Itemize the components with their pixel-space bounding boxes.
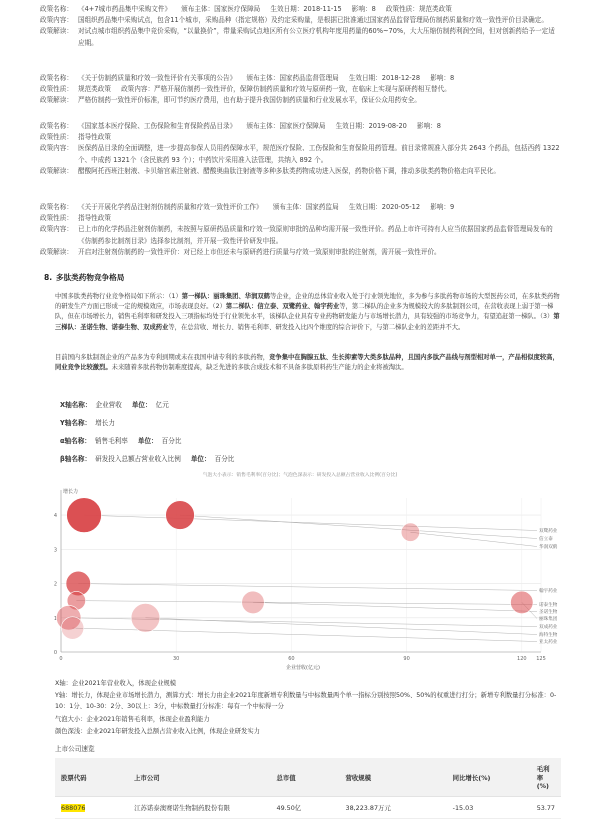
y-tick-label: 1	[53, 615, 57, 622]
bubble-point	[401, 523, 419, 541]
col-header: 毛利率(%)	[531, 758, 561, 797]
x-tick-label: 90	[403, 656, 410, 662]
policy-meta-label: 影响：	[430, 74, 450, 82]
x-tick-label: 120	[517, 656, 527, 662]
tier-one-label: 第一梯队：丽珠集团、华润双鹤	[181, 293, 270, 300]
policy-meta-value: 国家药品监督管理局	[279, 74, 339, 82]
policy-meta-label: 颁布主体：	[246, 74, 280, 82]
bubble-point	[61, 617, 84, 640]
alpha-axis-desc: α轴名称： 销售毛利率 单位： 百分比	[60, 437, 182, 445]
policy-meta-value: 国家医疗保障局	[279, 122, 326, 130]
policy-label: 政策名称：	[40, 5, 73, 13]
bubble-point	[511, 591, 534, 614]
x-tick-label: 0	[59, 656, 63, 662]
bubble-point	[166, 501, 195, 530]
section-number: 8.	[44, 273, 53, 282]
listed-company-table	[55, 758, 561, 819]
policy-meta-value: 规范类政策	[418, 5, 452, 13]
policy-nature: 指导性政策	[78, 214, 111, 223]
policy-meta-value: 2018-11-15	[303, 5, 342, 13]
company-label: 翰宇药业	[539, 589, 558, 594]
policy-title: 《关于仿制药质量和疗效一致性评价有关事项的公告》	[78, 74, 237, 82]
y-tick-label: 3	[53, 547, 57, 554]
note-x: X轴：企业2021年营业收入，体现企业规模	[55, 680, 177, 687]
company-label: 双成药业	[539, 625, 558, 630]
policy-meta-label: 生效日期：	[348, 203, 382, 211]
policy-label: 政策内容：	[40, 225, 73, 234]
col-header: 总市值	[271, 758, 340, 797]
gross-margin: 53.77	[531, 797, 561, 819]
company-label: 华润双鹤	[539, 545, 558, 550]
company-label: 亚太药业	[539, 640, 558, 645]
policy-meta-label: 颁布主体：	[181, 5, 215, 13]
beta-axis-desc: β轴名称： 研发投入总额占营业收入比例 单位： 百分比	[60, 455, 235, 463]
bubble-point	[242, 591, 265, 614]
policy-meta-label: 政策内容：	[121, 85, 155, 94]
tier-three-label: 第三梯队：圣诺生物、诺泰生物、双成药业	[55, 313, 560, 331]
market-paragraph: 目前国内多肽制剂企业的产品多为专利到期或未在我国申请专利的多肽药物，竞争集中在胸腺五肽、生长抑素等大类多肽品种，且国内多肽产品线与剂型相对单一，产品相似度较高，同业竞争比较激烈。未来随着多肽药物仿制难度提高，缺乏先进的多肽合成技术和不具备多肽原料药生产能力的企业将被淘汰。	[55, 354, 559, 372]
policy-meta-value: 国家医疗保障局	[214, 5, 261, 13]
policy-meta-label: 政策性质：	[385, 5, 419, 13]
policy-meta-label: 生效日期：	[335, 122, 369, 130]
policy-label: 政策解读：	[40, 247, 73, 256]
chart-legend: 气泡大小表示：销售毛利率(百分比)；气泡色深表示：研发投入总额占营业收入比例(百分比)	[202, 473, 398, 478]
policy-label: 政策解读：	[40, 96, 73, 105]
policy-meta-label: 影响：	[430, 203, 450, 211]
policy-meta-value: 2019-08-20	[368, 122, 407, 130]
company-label: 圣诺生物	[539, 610, 558, 615]
leader-line	[253, 602, 537, 611]
policy-content: 国组织药品集中采购试点，包含11个城市，采购品种（指定规格）及约定采购量，是根据已批准通过国家药品监督管理局仿制药质量和疗效一致性评价目录确定。	[78, 16, 548, 25]
policy-interpretation: 对试点城市组织药品集中竞价采购，“以量换价”，带量采购试点地区所有公立医疗机构年度用药量的60%~70%，大大压缩仿制药利润空间，但对创新药给予一定适应期。	[78, 27, 555, 47]
policy-meta-label: 颁布主体：	[246, 122, 280, 130]
policy-meta-value: 2020-05-12	[381, 203, 421, 211]
competition-paragraph: 中国多肽类药物行业竞争格局如下所示：（1）第一梯队：丽珠集团、华润双鹤等企业，企业的总体营业收入处于行业领先地位，多为参与多肽药物市场的大型医药公司，在多肽类药物的研发生产方面已形成一定的规模效应，市场表现良好。（2）第二梯队：信立泰、双鹭药业、翰宇药业等，第二梯队的企业多为规模较大的多肽制剂公司，在营收表现上弱于第一梯队，但在市场增长力，销售毛利率和研发投入三项指标均处于行业领先水平，该梯队企业具有专业药物研发能力与市场增长潜力，具有较强的市场竞争力，有望追赶第一梯队。（3）第三梯队：圣诺生物、诺泰生物、双成药业等，在总营收、增长力、销售毛利率、研发投入比四个维度的综合评价下，与第二梯队企业的差距并不大。	[55, 293, 560, 331]
policy-label: 政策名称：	[40, 203, 73, 211]
y-tick-label: 4	[53, 513, 57, 520]
company-label: 海特生物	[539, 633, 558, 638]
market-cap: 49.50亿	[271, 797, 340, 819]
policy-content: 医保药品目录的全面调整，进一步提高参保人员用药保障水平，规范医疗保险、工伤保险和生育保险用药管理。前目录常规准入部分共 2643 个药品，包括西药 1322 个、中成药 1321个（含民族药 93 个）；中药饮片采用准入法管理，共纳入 892 个。	[78, 144, 560, 164]
note-bubble-size: 气泡大小：企业2021年销售毛利率，体现企业盈利能力	[55, 716, 210, 723]
table-header-row	[55, 758, 561, 797]
table-title: 上市公司速览	[55, 745, 95, 753]
policy-label: 政策名称：	[40, 122, 73, 130]
policy-label: 政策性质：	[40, 85, 73, 94]
policy-meta-value: 8	[436, 122, 441, 130]
policy-meta-value: 国家药监局	[305, 203, 339, 211]
y-axis-title: 增长力	[63, 489, 79, 495]
policy-title: 《国家基本医疗保险、工伤保险和生育保险药品目录》	[78, 122, 237, 130]
x-tick-label: 125	[536, 656, 546, 662]
x-axis-title: 企业营收(亿元)	[286, 665, 320, 671]
company-label: 诺泰生物	[539, 603, 558, 608]
y-tick-label: 0	[53, 650, 57, 656]
policy-title: 《4+7城市药品集中采购文件》	[78, 5, 172, 13]
y-axis-desc: Y轴名称： 增长力	[60, 419, 115, 427]
company-label: 双鹭药业	[539, 529, 558, 534]
policy-interpretation: 严格仿制药一致性评价标准，即可节约医疗费用，也有助于提升我国仿制药质量和行业发展水平，保证公众用药安全。	[78, 96, 421, 105]
y-tick-label: 2	[53, 581, 57, 588]
policy-meta-value: 2018-12-28	[381, 74, 421, 82]
policy-meta-label: 影响：	[417, 122, 437, 130]
policy-nature: 规范类政策	[78, 85, 111, 94]
policy-label: 政策名称：	[40, 74, 73, 82]
section-title: 多肽类药物竞争格局	[56, 273, 125, 282]
yoy-growth: -15.03	[447, 797, 531, 819]
tier-two-label: 第二梯队：信立泰、双鹭药业、翰宇药业	[225, 303, 340, 311]
policy-label: 政策性质：	[40, 214, 73, 223]
bubble-point	[131, 603, 160, 632]
bubble-point	[67, 498, 102, 533]
policy-label: 政策解读：	[40, 27, 73, 36]
policy-content: 严格开展仿制药一致性评价，保障仿制药质量和疗效与原研药一致，在临床上实现与原研药相互替代。	[154, 85, 451, 94]
x-tick-label: 30	[173, 656, 180, 662]
policy-meta-label: 颁布主体：	[272, 203, 306, 211]
company-label: 丽珠集团	[539, 617, 558, 622]
policy-interpretation: 醋酸阿托西班注射液、卡贝缩宫素注射液、醋酸奥曲肽注射液等多种多肽类药物成功进入医保，药物价格下调，推动多肽类药物价格走向平民化。	[78, 166, 500, 175]
note-y: Y轴：增长力，体现企业市场增长潜力，测算方式：增长力由企业2021年度新增专利数量与中标数量两个单一指标分别按照50%、50%的权重进行打分；新增专利数量打分标准：0-10：1分、10-30：2分、30以上：3分，中标数量打分标准：每有一个中标得一分	[55, 692, 557, 710]
note-color-depth: 颜色深浅：企业2021年研发投入总额占营业收入比例，体现企业研发实力	[55, 728, 260, 735]
company-label: 信立泰	[539, 537, 553, 542]
company-name: 江苏诺泰澳赛诺生物制药股份有限	[128, 797, 270, 819]
policy-meta-label: 影响：	[351, 5, 372, 13]
policy-meta-label: 生效日期：	[348, 74, 382, 82]
stock-code-link[interactable]: 688076	[61, 803, 86, 812]
leader-line	[78, 584, 537, 591]
policy-meta-value: 8	[449, 74, 455, 82]
policy-meta-value: 8	[371, 5, 376, 13]
leader-line	[180, 515, 537, 538]
revenue: 38,223.87万元	[340, 797, 447, 819]
policy-label: 政策内容：	[40, 16, 73, 25]
policy-label: 政策性质：	[40, 133, 73, 142]
leader-line	[84, 515, 537, 530]
x-tick-label: 60	[288, 656, 295, 662]
policy-label: 政策解读：	[40, 166, 73, 175]
policy-label: 政策内容：	[40, 144, 73, 153]
policy-interpretation: 开启对注射剂仿制药的一致性评价：对已经上市但还未与原研药进行质量与疗效一致原则审批的注射剂，需开展一致性评价。	[78, 247, 441, 256]
col-header: 股票代码	[55, 758, 128, 797]
policy-title: 《关于开展化学药品注射剂仿制药质量和疗效一致性评价工作》	[78, 203, 263, 211]
col-header: 同比增长(%)	[447, 758, 531, 797]
x-axis-desc: X轴名称： 企业营收 单位： 亿元	[60, 401, 169, 409]
policy-meta-value: 9	[449, 203, 455, 211]
market-highlight: 竞争集中在胸腺五肽、生长抑素等大类多肽品种，且国内多肽产品线与剂型相对单一，产品相似度较高，同业竞争比较激烈。	[55, 354, 559, 372]
col-header: 上市公司	[128, 758, 270, 797]
policy-meta-label: 生效日期：	[270, 5, 304, 13]
col-header: 营收规模	[340, 758, 447, 797]
policy-nature: 指导性政策	[78, 133, 111, 142]
policy-content: 已上市的化学药品注射剂仿制药，未按照与原研药品质量和疗效一致原则审批的品种均需开展一致性评价。药品上市许可持有人应当依据国家药品监督管理局发布的《仿制药参比制剂目录》选择参比制剂，并开展一致性评价研发申报。	[78, 225, 553, 245]
